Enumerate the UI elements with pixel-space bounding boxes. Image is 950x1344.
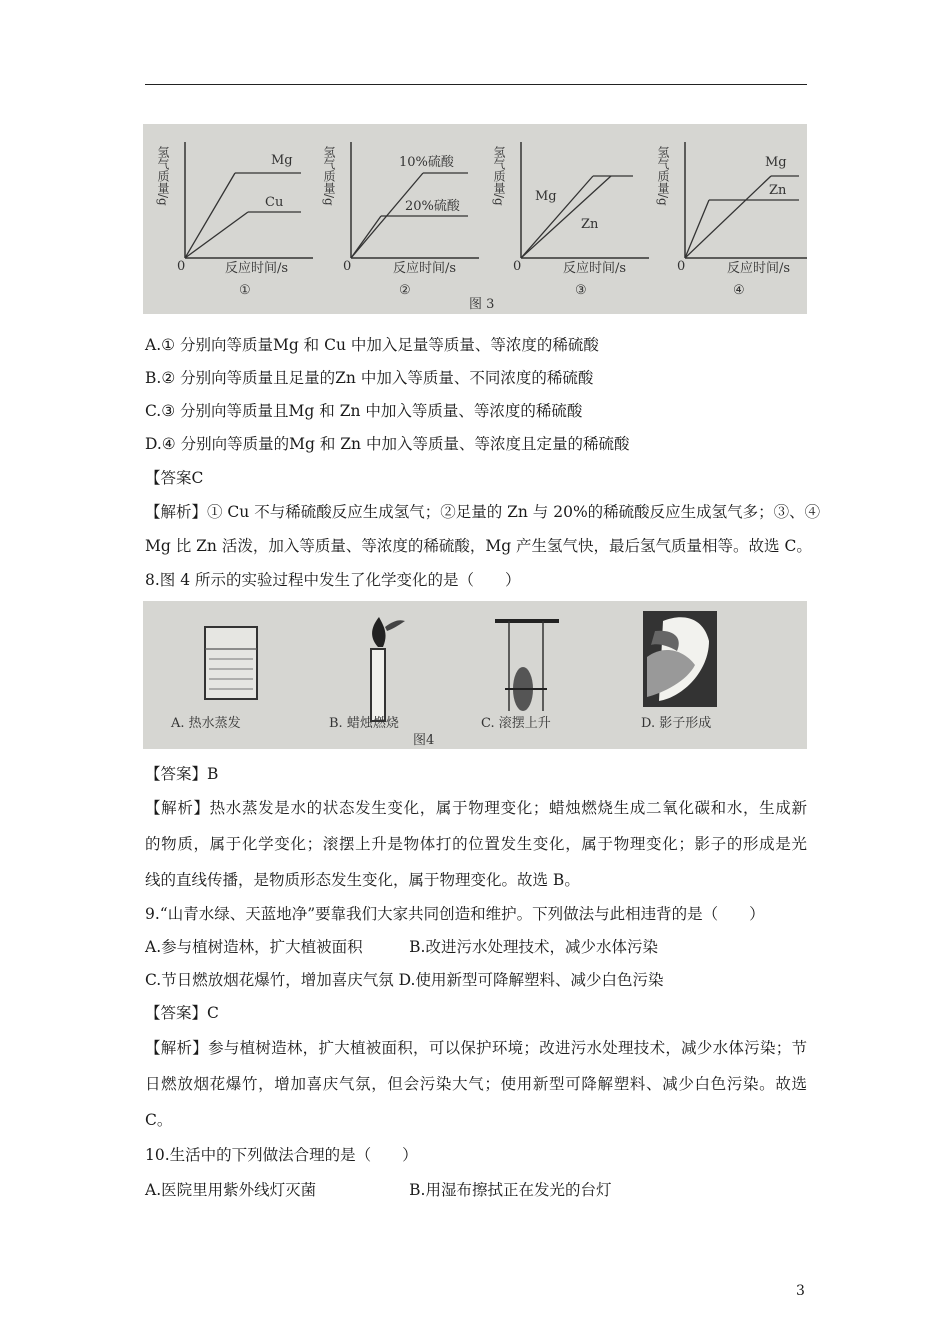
- q10-options-row-1: A.医院里用紫外线灯灭菌 B.用湿布擦拭正在发光的台灯: [145, 1181, 612, 1199]
- option-c-label: C. 滚摆上升: [481, 716, 551, 731]
- pendulum-illustration: [495, 621, 559, 711]
- graph-panel-3: [492, 142, 649, 298]
- q9-answer: 【答案】C: [145, 1004, 219, 1022]
- origin-label-1: 0: [177, 259, 186, 274]
- figure-4: [143, 601, 807, 749]
- panel-number-3: ③: [575, 283, 587, 298]
- candle-illustration: [371, 617, 405, 721]
- y-axis-label-1: 氢气质量/g: [156, 146, 170, 206]
- x-axis-label-3: 反应时间/s: [563, 261, 627, 276]
- q7-analysis-line-2: Mg 比 Zn 活泼，加入等质量、等浓度的稀硫酸，Mg 产生氢气快，最后氢气质量相等。故选 C。: [145, 537, 812, 555]
- graph-panel-4: [656, 142, 807, 298]
- q8-answer: 【答案】B: [145, 765, 219, 783]
- q9-options-row-2: C.节日燃放烟花爆竹，增加喜庆气氛 D.使用新型可降解塑料、减少白色污染: [145, 971, 664, 989]
- origin-label-2: 0: [343, 259, 352, 274]
- panel-number-2: ②: [399, 283, 411, 298]
- panel-number-1: ①: [239, 283, 251, 298]
- shadow-illustration: [643, 611, 717, 707]
- figure-4-caption: 图4: [413, 733, 435, 748]
- option-a-label: A. 热水蒸发: [171, 716, 241, 731]
- header-rule: [145, 84, 807, 85]
- q9-stem: 9.“山青水绿、天蓝地净”要靠我们大家共同创造和维护。下列做法与此相违背的是（ ）: [145, 905, 765, 923]
- q8-analysis-line-1: 【解析】热水蒸发是水的状态发生变化，属于物理变化；蜡烛燃烧生成二氧化碳和水，生成新: [145, 799, 807, 817]
- q9-analysis-line-1: 【解析】参与植树造林，扩大植被面积，可以保护环境；改进污水处理技术，减少水体污染；节: [145, 1039, 807, 1057]
- figure-3: [143, 124, 807, 314]
- series-label-zn-3: Zn: [581, 217, 599, 232]
- q7-option-a: A.① 分别向等质量Mg 和 Cu 中加入足量等质量、等浓度的稀硫酸: [145, 336, 599, 354]
- series-label-mg-4: Mg: [765, 155, 787, 170]
- x-axis-label-1: 反应时间/s: [225, 261, 289, 276]
- series-label-zn-4: Zn: [769, 183, 787, 198]
- q7-analysis-line-1: 【解析】① Cu 不与稀硫酸反应生成氢气；②足量的 Zn 与 20%的稀硫酸反应生成氢气多；③、④: [145, 503, 821, 521]
- origin-label-3: 0: [513, 259, 522, 274]
- option-b-label: B. 蜡烛燃烧: [329, 716, 399, 731]
- page-number: 3: [796, 1283, 805, 1299]
- panel-number-4: ④: [733, 283, 745, 298]
- series-label-cu-1: Cu: [265, 195, 284, 210]
- q7-answer: 【答案C: [145, 469, 204, 487]
- graph-panel-1: [156, 142, 313, 298]
- x-axis-label-2: 反应时间/s: [393, 261, 457, 276]
- q9-options-row-1: A.参与植树造林，扩大植被面积 B.改进污水处理技术，减少水体污染: [145, 938, 658, 956]
- q7-option-b: B.② 分别向等质量且足量的Zn 中加入等质量、不同浓度的稀硫酸: [145, 369, 594, 387]
- q10-stem: 10.生活中的下列做法合理的是（ ）: [145, 1146, 418, 1164]
- series-label-mg-1: Mg: [271, 153, 293, 168]
- option-d-label: D. 影子形成: [641, 716, 712, 731]
- q7-option-c: C.③ 分别向等质量且Mg 和 Zn 中加入等质量、等浓度的稀硫酸: [145, 402, 583, 420]
- series-label-10pct-acid: 10%硫酸: [399, 155, 454, 170]
- series-label-mg-3: Mg: [535, 189, 557, 204]
- q9-analysis-line-2: 日燃放烟花爆竹，增加喜庆气氛，但会污染大气；使用新型可降解塑料、减少白色污染。故选: [145, 1075, 807, 1093]
- q8-analysis-line-3: 线的直线传播，是物质形态发生变化，属于物理变化。故选 B。: [145, 871, 580, 889]
- origin-label-4: 0: [677, 259, 686, 274]
- y-axis-label-2: 氢气质量/g: [322, 146, 336, 206]
- q8-stem: 8.图 4 所示的实验过程中发生了化学变化的是（ ）: [145, 571, 521, 589]
- y-axis-label-4: 氢气质量/g: [656, 146, 670, 206]
- graph-panel-2: [322, 142, 479, 298]
- figure-3-graphs: [143, 124, 807, 314]
- figure-4-illustrations: [143, 601, 807, 749]
- q9-analysis-line-3: C。: [145, 1111, 173, 1129]
- figure-3-caption: 图 3: [469, 297, 495, 312]
- y-axis-label-3: 氢气质量/g: [492, 146, 506, 206]
- q8-analysis-line-2: 的物质，属于化学变化；滚摆上升是物体打的位置发生变化，属于物理变化；影子的形成是光: [145, 835, 807, 853]
- series-label-20pct-acid: 20%硫酸: [405, 199, 460, 214]
- q7-option-d: D.④ 分别向等质量的Mg 和 Zn 中加入等质量、等浓度且定量的稀硫酸: [145, 435, 630, 453]
- x-axis-label-4: 反应时间/s: [727, 261, 791, 276]
- beaker-illustration: [205, 627, 257, 699]
